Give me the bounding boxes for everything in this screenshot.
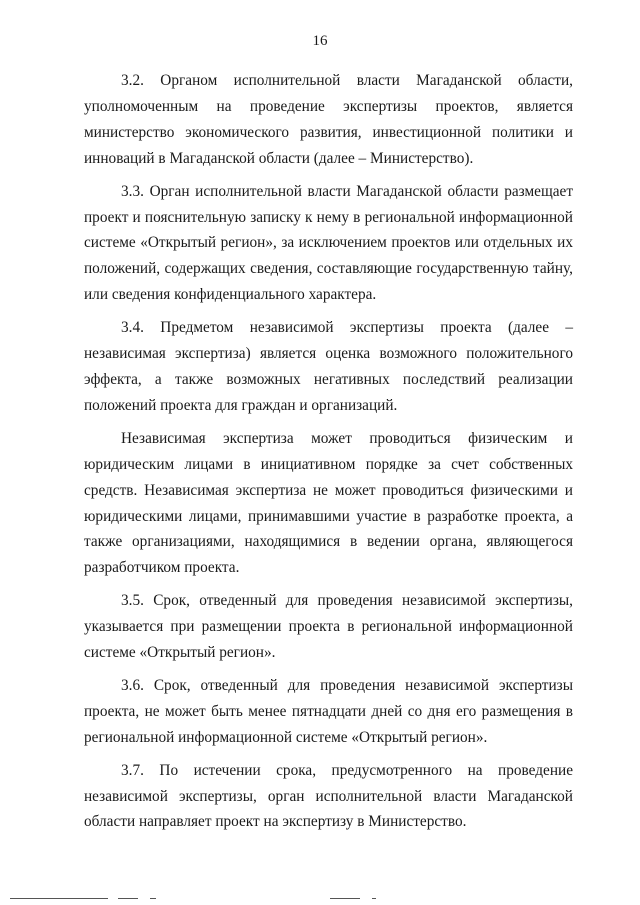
paragraph-3-5: 3.5. Срок, отведенный для проведения независимой экспертизы, указывается при размещении проекта в региональной информационной системе «Открытый регион». xyxy=(84,592,573,662)
paragraph-3-3: 3.3. Орган исполнительной власти Магаданской области размещает проект и пояснительную записку к нему в региональной информационной системе «Открытый регион», за исключением проектов или отдельных их положений, содержащих сведения, составляющие государственную тайну, или сведения конфиденциального характера. xyxy=(84,182,573,304)
page-number: 16 xyxy=(312,33,328,49)
paragraph-3-2: 3.2. Органом исполнительной власти Магаданской области, уполномоченным на проведение экспертизы проектов, является министерство экономического развития, инвестиционной политики и инноваций в Магаданской области (далее – Министерство). xyxy=(84,72,573,167)
scan-footer-line xyxy=(0,898,640,901)
document-body xyxy=(84,68,573,842)
paragraph-independent-expertise: Независимая экспертиза может проводиться физическим и юридическим лицами в инициативном порядке за счет собственных средств. Независимая экспертиза не может проводиться физическими и юридическими лицами, принимавшими участие в разработке проекта, а также организациями, находящимися в ведении органа, являющегося разработчиком проекта. xyxy=(84,429,573,577)
paragraph-3-4: 3.4. Предметом независимой экспертизы проекта (далее – независимая экспертиза) является оценка возможного положительного эффекта, а также возможных негативных последствий реализации положений проекта для граждан и организаций. xyxy=(84,319,573,414)
paragraph-3-6: 3.6. Срок, отведенный для проведения независимой экспертизы проекта, не может быть менее пятнадцати дней со дня его размещения в региональной информационной системе «Открытый регион». xyxy=(84,676,573,746)
paragraph-3-7: 3.7. По истечении срока, предусмотренного на проведение независимой экспертизы, орган исполнительной власти Магаданской области направляет проект на экспертизу в Министерство. xyxy=(84,761,573,831)
